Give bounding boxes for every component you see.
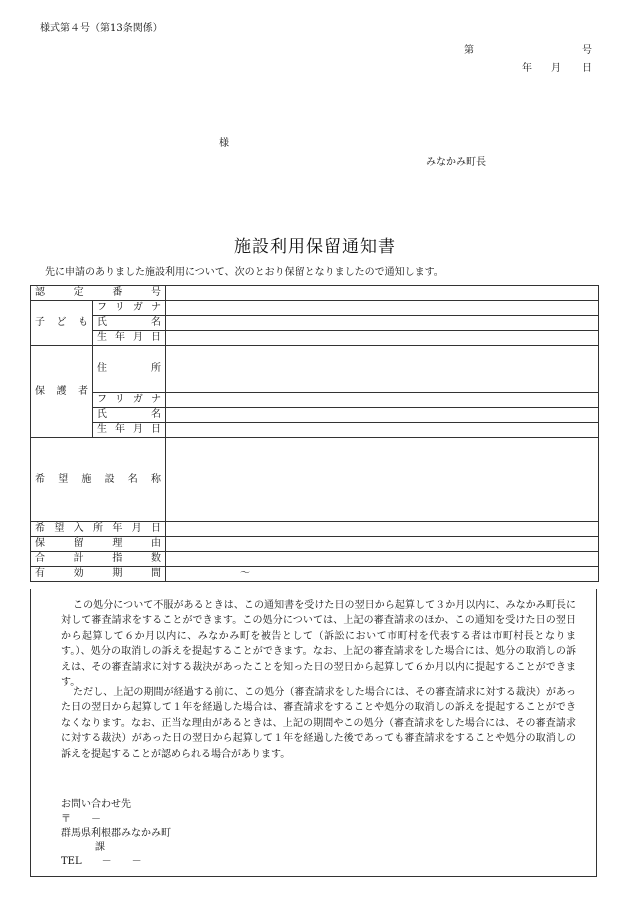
guardian-birthdate-label: 生年月日: [93, 423, 166, 438]
document-number-label: 第: [464, 45, 474, 56]
notice-form-table: [30, 285, 599, 582]
table-row: [31, 423, 599, 438]
guardian-furigana-label: フリガナ: [93, 393, 166, 408]
table-row: [31, 286, 599, 301]
period-field[interactable]: [166, 567, 599, 582]
index-label: 合計指数: [31, 552, 166, 567]
guardian-furigana-field[interactable]: [166, 393, 599, 408]
table-row: [31, 301, 599, 316]
guardian-address-label: 住所: [93, 346, 166, 393]
child-label: 子ども: [31, 301, 93, 346]
appeal-notice-paragraph-1: この処分について不服があるときは、この通知書を受けた日の翌日から起算して３か月以内に、みなかみ町長に対して審査請求をすることができます。この処分については、上記の審査請求のほか、この通知を受けた日の翌日から起算して６か月以内に、みなかみ町を被告として（訴訟において市町村を代表する者は市町村長となります。）、処分の取消しの訴えを提起することができます。なお、上記の審査請求をした場合には、処分の取消しの訴えは、その審査請求に対する裁決があったことを知った日の翌日から起算して６か月以内に提起することができます。: [61, 600, 576, 689]
child-furigana-field[interactable]: [166, 301, 599, 316]
contact-telephone: TEL － －: [61, 856, 142, 867]
reason-label: 保留理由: [31, 537, 166, 552]
contact-department: 課: [95, 842, 105, 853]
intro-text: 先に申請のありました施設利用について、次のとおり保留となりましたので通知します。: [45, 267, 444, 278]
cert-no-field[interactable]: [166, 286, 599, 301]
table-row: [31, 393, 599, 408]
contact-address: 群馬県利根郡みなかみ町: [61, 828, 171, 839]
notice-box: [30, 589, 597, 877]
contact-postal: 〒 －: [61, 814, 101, 825]
table-row: [31, 316, 599, 331]
guardian-name-field[interactable]: [166, 408, 599, 423]
table-row: [31, 567, 599, 582]
period-label: 有効期間: [31, 567, 166, 582]
facility-label: 希望施設名称: [31, 438, 166, 522]
child-furigana-label: フリガナ: [93, 301, 166, 316]
appeal-notice-paragraph-2: ただし、上記の期間が経過する前に、この処分（審査請求をした場合には、その審査請求に対する裁決）があった日の翌日から起算して１年を経過した場合は、審査請求をすることや処分の取消しの訴えを提起することができなくなります。なお、正当な理由があるときは、上記の期間やこの処分（審査請求をした場合には、その審査請求に対する裁決）があった日の翌日から起算して１年を経過した後であっても審査請求をすることや処分の取消しの訴えを提起することが認められる場合があります。: [61, 687, 576, 760]
addressee-suffix: 様: [219, 138, 229, 149]
table-row: [31, 331, 599, 346]
document-title: 施設利用保留通知書: [234, 237, 396, 257]
guardian-birthdate-field[interactable]: [166, 423, 599, 438]
entry-date-field[interactable]: [166, 522, 599, 537]
table-row: [31, 522, 599, 537]
table-row: [31, 346, 599, 393]
table-row: [31, 408, 599, 423]
index-field[interactable]: [166, 552, 599, 567]
child-birthdate-field[interactable]: [166, 331, 599, 346]
guardian-label: 保護者: [31, 346, 93, 438]
child-birthdate-label: 生年月日: [93, 331, 166, 346]
guardian-address-field[interactable]: [166, 346, 599, 393]
guardian-name-label: 氏名: [93, 408, 166, 423]
form-reference: 様式第４号（第13条関係）: [40, 23, 163, 34]
child-name-label: 氏名: [93, 316, 166, 331]
table-row: [31, 552, 599, 567]
reason-field[interactable]: [166, 537, 599, 552]
table-row: [31, 537, 599, 552]
cert-no-label: 認定番号: [31, 286, 166, 301]
date-day-label: 日: [582, 63, 592, 74]
entry-date-label: 希望入所年月日: [31, 522, 166, 537]
date-month-label: 月: [551, 63, 561, 74]
issuer-name: みなかみ町長: [426, 157, 486, 168]
date-year-label: 年: [522, 63, 532, 74]
period-separator: ～: [240, 568, 250, 579]
contact-title: お問い合わせ先: [61, 799, 131, 810]
table-row: [31, 438, 599, 522]
facility-field[interactable]: [166, 438, 599, 522]
child-name-field[interactable]: [166, 316, 599, 331]
document-number-suffix: 号: [582, 45, 592, 56]
